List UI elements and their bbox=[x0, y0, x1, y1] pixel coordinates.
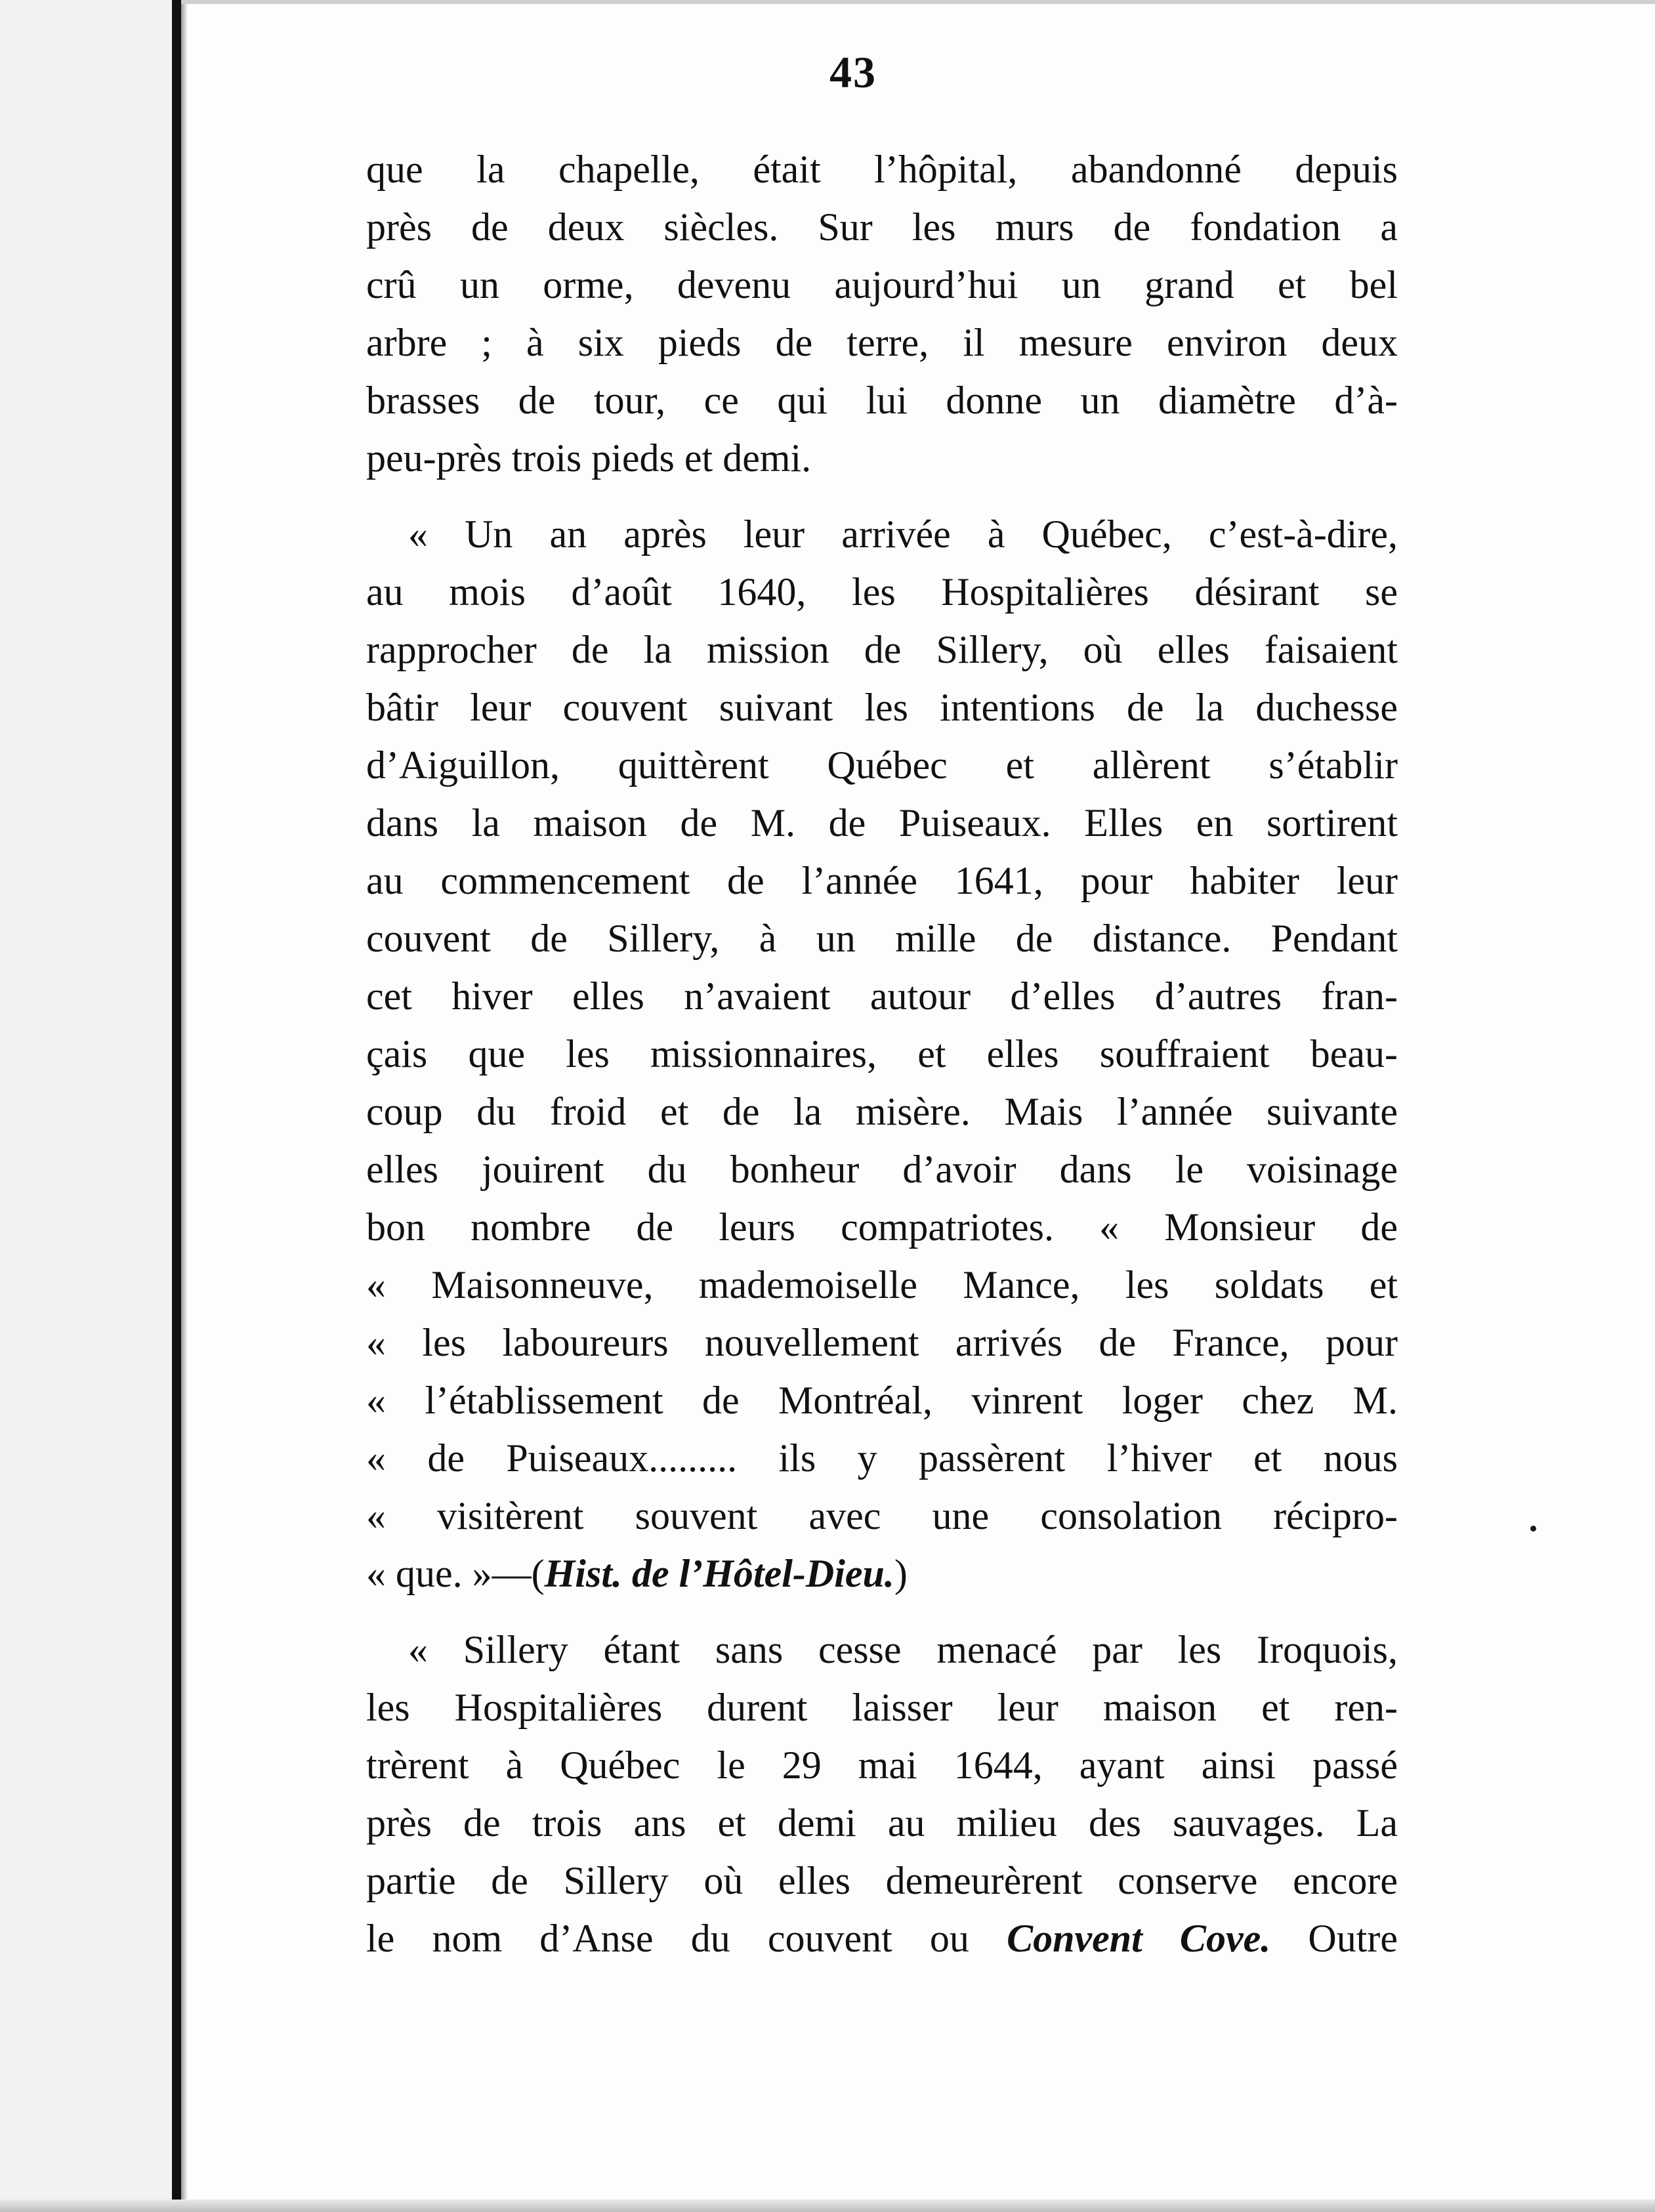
citation-suffix: ) bbox=[894, 1552, 908, 1595]
paragraph-2 bbox=[366, 505, 1398, 1602]
text-line: trèrent à Québec le 29 mai 1644, ayant ainsi passé bbox=[366, 1743, 1398, 1787]
page-bottom-edge bbox=[0, 2200, 1655, 2212]
paragraph-spacer bbox=[366, 487, 1398, 505]
line-prefix: le nom d’Anse du couvent ou bbox=[366, 1917, 1007, 1960]
text-line: bâtir leur couvent suivant les intentions de la duchesse bbox=[366, 686, 1398, 729]
facing-page-margin bbox=[0, 0, 172, 2212]
binding-shadow bbox=[181, 0, 188, 2212]
text-line: près de trois ans et demi au milieu des sauvages. La bbox=[366, 1801, 1398, 1845]
page-number: 43 bbox=[829, 47, 877, 97]
text-line: que la chapelle, était l’hôpital, abandonné depuis bbox=[366, 148, 1398, 191]
paragraph-spacer bbox=[366, 1602, 1398, 1621]
text-line: elles jouirent du bonheur d’avoir dans le voisinage bbox=[366, 1148, 1398, 1191]
text-line: brasses de tour, ce qui lui donne un diamètre d’à- bbox=[366, 379, 1398, 422]
page-top-edge bbox=[181, 0, 1655, 4]
text-line: couvent de Sillery, à un mille de distance. Pendant bbox=[366, 917, 1398, 960]
text-line: peu-près trois pieds et demi. bbox=[366, 436, 812, 480]
italic-term: Convent Cove. bbox=[1007, 1917, 1271, 1960]
text-line: « de Puiseaux......... ils y passèrent l’hiver et nous bbox=[366, 1436, 1398, 1480]
text-line: au mois d’août 1640, les Hospitalières désirant se bbox=[366, 570, 1398, 614]
text-line: « les laboureurs nouvellement arrivés de France, pour bbox=[366, 1321, 1398, 1364]
text-line: « Un an après leur arrivée à Québec, c’est-à-dire, bbox=[408, 512, 1398, 556]
text-line: « Maisonneuve, mademoiselle Mance, les soldats et bbox=[366, 1263, 1398, 1306]
citation-prefix: « que. »—( bbox=[366, 1552, 545, 1595]
text-line: bon nombre de leurs compatriotes. « Monsieur de bbox=[366, 1205, 1398, 1249]
body-text bbox=[366, 140, 1398, 1967]
text-line: çais que les missionnaires, et elles souffraient beau- bbox=[366, 1032, 1398, 1075]
scan-speck bbox=[1530, 1526, 1536, 1532]
text-line: partie de Sillery où elles demeurèrent conserve encore bbox=[366, 1859, 1398, 1902]
text-line: crû un orme, devenu aujourd’hui un grand et bel bbox=[366, 263, 1398, 306]
paragraph-1 bbox=[366, 140, 1398, 487]
text-line: arbre ; à six pieds de terre, il mesure environ deux bbox=[366, 321, 1398, 364]
text-line-italic bbox=[366, 1909, 1398, 1967]
text-line: rapprocher de la mission de Sillery, où elles faisaient bbox=[366, 628, 1398, 671]
line-suffix: Outre bbox=[1270, 1917, 1398, 1960]
text-line: « Sillery étant sans cesse menacé par les Iroquois, bbox=[408, 1628, 1398, 1671]
text-line: les Hospitalières durent laisser leur maison et ren- bbox=[366, 1686, 1398, 1729]
text-line: dans la maison de M. de Puiseaux. Elles en sortirent bbox=[366, 801, 1398, 845]
book-binding-edge bbox=[172, 0, 181, 2212]
text-line: au commencement de l’année 1641, pour habiter leur bbox=[366, 859, 1398, 902]
citation-title: Hist. de l’Hôtel-Dieu. bbox=[544, 1552, 894, 1595]
text-line: près de deux siècles. Sur les murs de fondation a bbox=[366, 205, 1398, 249]
text-line: cet hiver elles n’avaient autour d’elles d’autres fran- bbox=[366, 974, 1398, 1018]
text-line: d’Aiguillon, quittèrent Québec et allèrent s’établir bbox=[366, 743, 1398, 787]
text-line: « l’établissement de Montréal, vinrent loger chez M. bbox=[366, 1379, 1398, 1422]
paragraph-3 bbox=[366, 1621, 1398, 1967]
text-line-citation bbox=[366, 1545, 1398, 1602]
text-line: « visitèrent souvent avec une consolation récipro- bbox=[366, 1494, 1398, 1537]
text-line: coup du froid et de la misère. Mais l’année suivante bbox=[366, 1090, 1398, 1133]
